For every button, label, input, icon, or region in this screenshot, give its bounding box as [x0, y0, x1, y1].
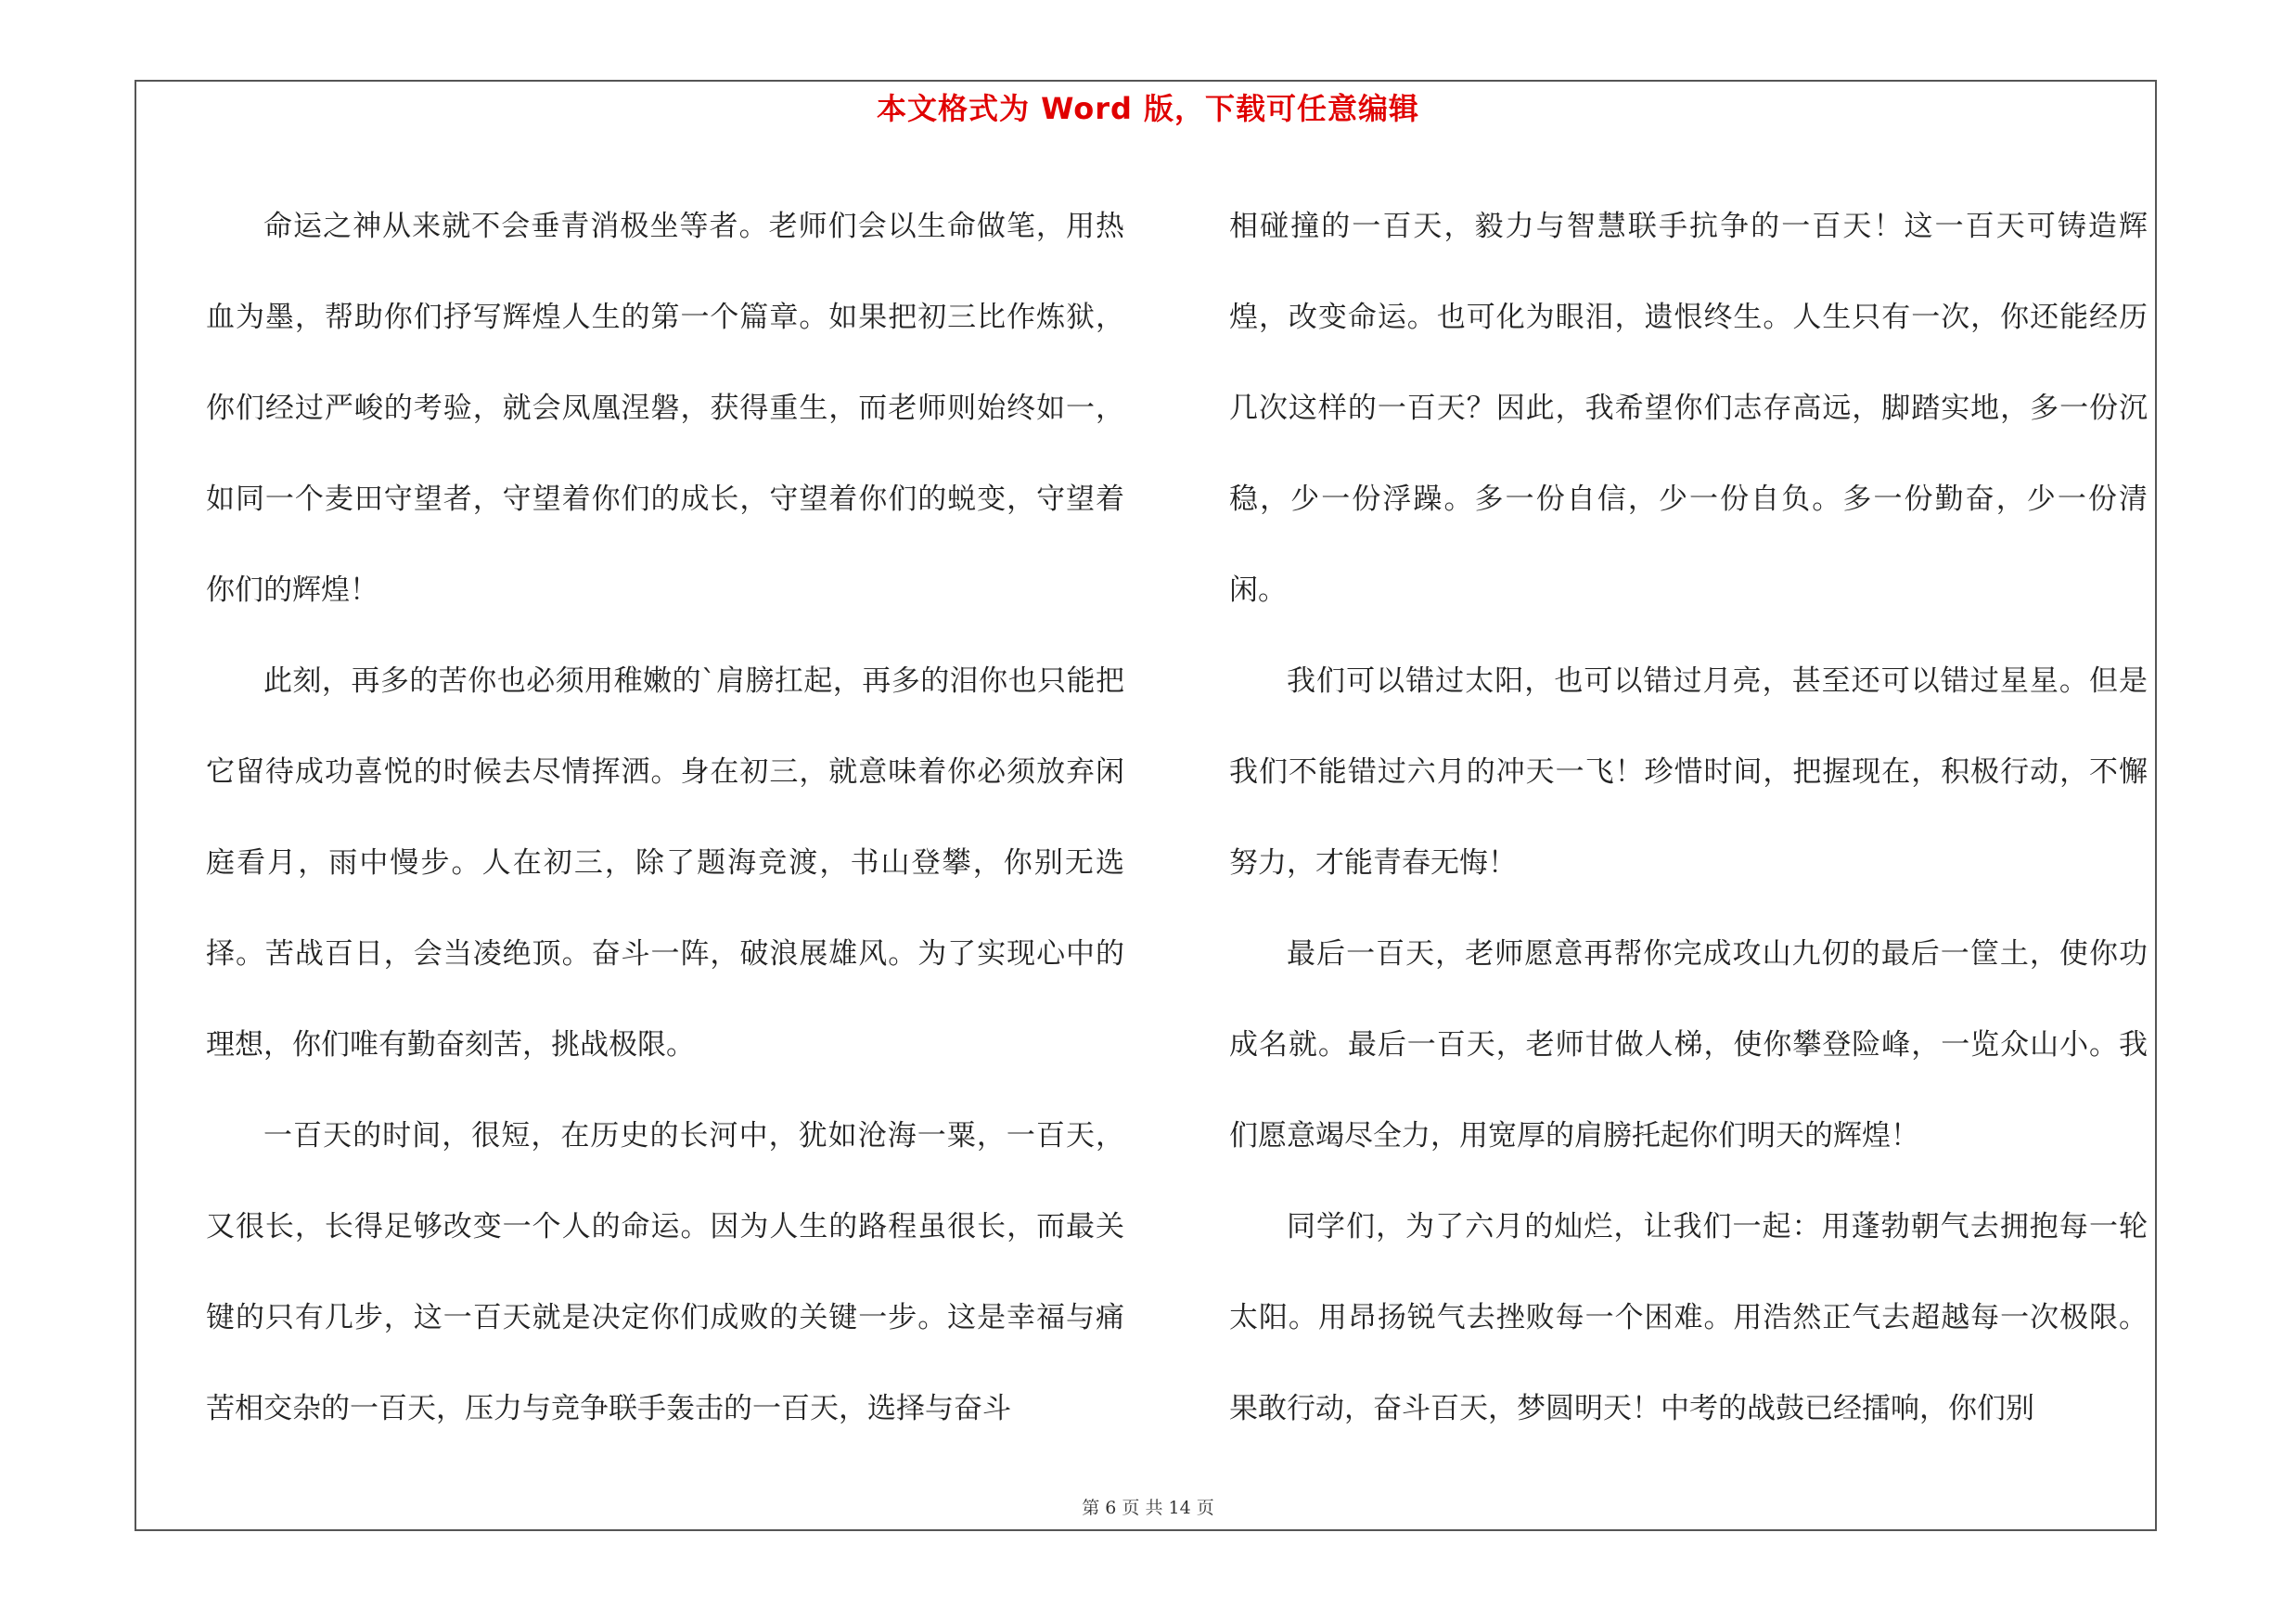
- left-column: [206, 181, 1124, 1454]
- page-number-footer: 第 6 页 共 14 页: [1082, 1498, 1214, 1518]
- paragraph: 我们可以错过太阳，也可以错过月亮，甚至还可以错过星星。但是我们不能错过六月的冲天一飞！珍惜时间，把握现在，积极行动，不懈努力，才能青春无悔！: [1229, 664, 2148, 880]
- right-column: [1229, 181, 2148, 1454]
- paragraph: 一百天的时间，很短，在历史的长河中，犹如沧海一粟，一百天，又很长，长得足够改变一个人的命运。因为人生的路程虽很长，而最关键的只有几步，这一百天就是决定你们成败的关键一步。这是幸福与痛苦相交杂的一百天，压力与竞争联手轰击的一百天，选择与奋斗: [206, 1119, 1124, 1425]
- paragraph: 此刻，再多的苦你也必须用稚嫩的`肩膀扛起，再多的泪你也只能把它留待成功喜悦的时候去尽情挥洒。身在初三，就意味着你必须放弃闲庭看月，雨中慢步。人在初三，除了题海竞渡，书山登攀，你别无选择。苦战百日，会当凌绝顶。奋斗一阵，破浪展雄风。为了实现心中的理想，你们唯有勤奋刻苦，挑战极限。: [206, 664, 1124, 1062]
- paragraph: 同学们，为了六月的灿烂，让我们一起：用蓬勃朝气去拥抱每一轮太阳。用昂扬锐气去挫败每一个困难。用浩然正气去超越每一次极限。果敢行动，奋斗百天，梦圆明天！中考的战鼓已经擂响，你们别: [1229, 1210, 2148, 1425]
- paragraph-continued: 相碰撞的一百天，毅力与智慧联手抗争的一百天！这一百天可铸造辉煌，改变命运。也可化为眼泪，遗恨终生。人生只有一次，你还能经历几次这样的一百天？因此，我希望你们志存高远，脚踏实地，多一份沉稳，少一份浮躁。多一份自信，少一份自负。多一份勤奋，少一份清闲。: [1229, 210, 2148, 607]
- paragraph: 最后一百天，老师愿意再帮你完成攻山九仞的最后一筐土，使你功成名就。最后一百天，老师甘做人梯，使你攀登险峰，一览众山小。我们愿意竭尽全力，用宽厚的肩膀托起你们明天的辉煌！: [1229, 937, 2148, 1153]
- paragraph: 命运之神从来就不会垂青消极坐等者。老师们会以生命做笔，用热血为墨，帮助你们抒写辉煌人生的第一个篇章。如果把初三比作炼狱，你们经过严峻的考验，就会凤凰涅磐，获得重生，而老师则始终如一，如同一个麦田守望者，守望着你们的成长，守望着你们的蜕变，守望着你们的辉煌！: [206, 210, 1124, 607]
- format-banner: 本文格式为 Word 版，下载可任意编辑: [876, 91, 1420, 126]
